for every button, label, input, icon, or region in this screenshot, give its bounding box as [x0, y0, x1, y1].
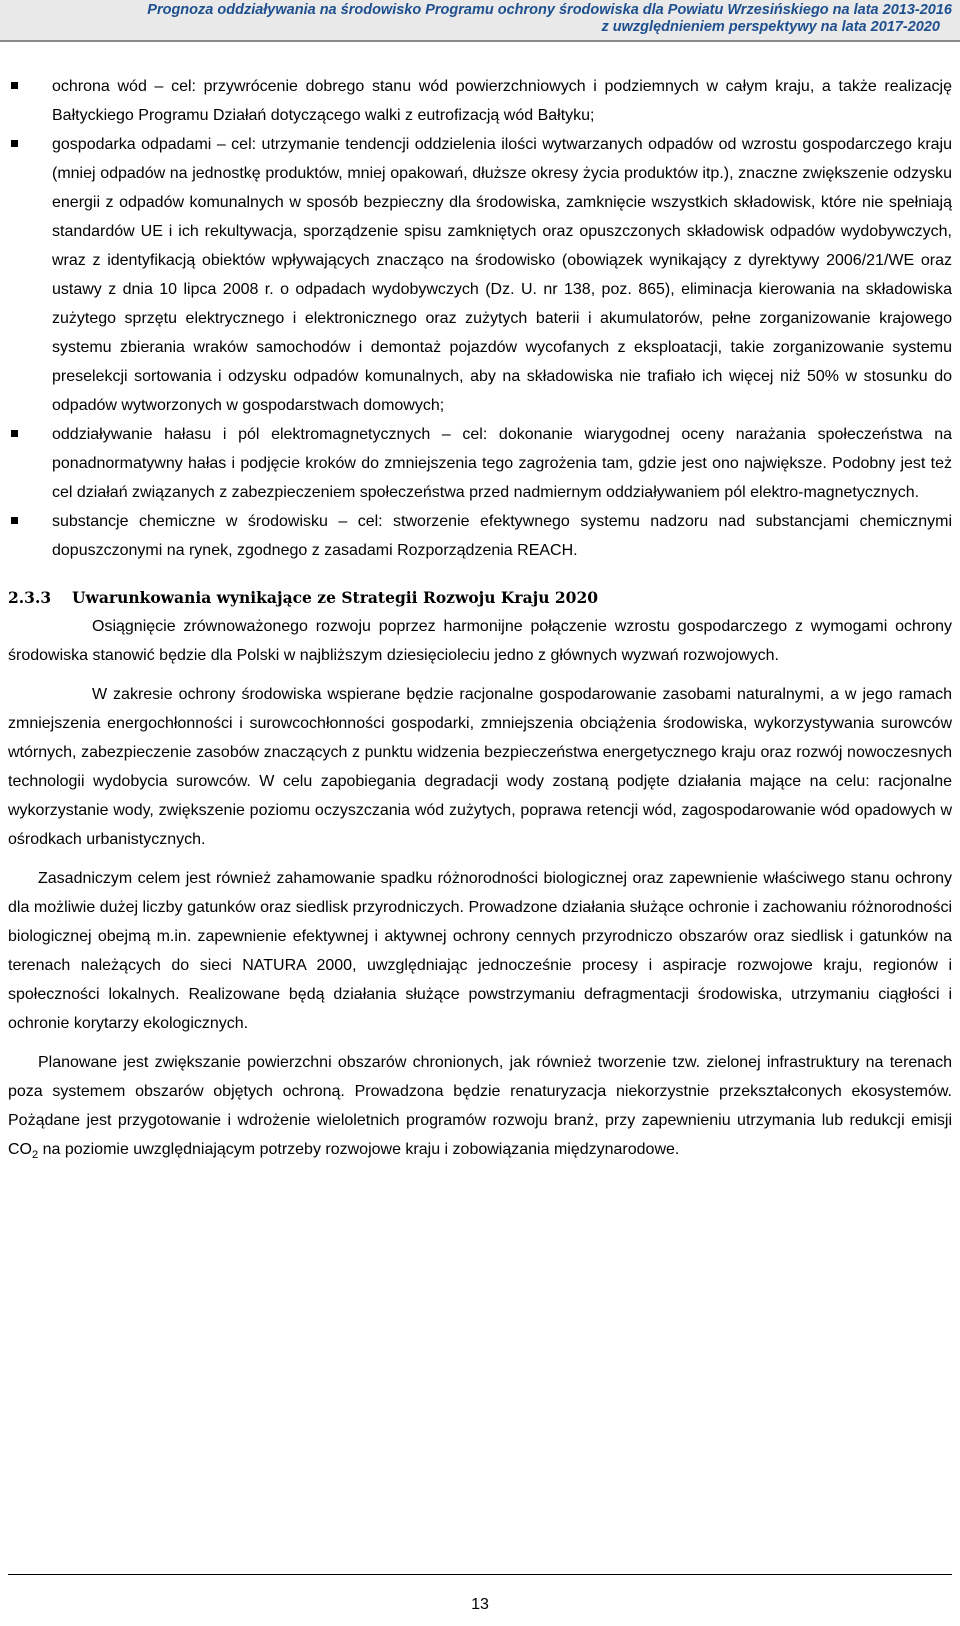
list-item-text: substancje chemiczne w środowisku – cel: stworzenie efektywnego systemu nadzoru nad substancjami chemicznymi dopuszczonymi na rynek, zgodnego z zasadami Rozporządzenia REACH.: [52, 513, 952, 559]
paragraph: [8, 1048, 952, 1164]
paragraph: Osiągnięcie zrównoważonego rozwoju poprzez harmonijne połączenie wzrostu gospodarczego z wymogami ochrony środowiska stanowić będzie dla Polski w najbliższym dziesięcioleciu jedno z głównych wyzwań rozwojowych.: [8, 618, 952, 664]
section-heading: [8, 583, 952, 612]
footer-divider: [8, 1574, 952, 1575]
paragraph-text: Planowane jest zwiększanie powierzchni obszarów chronionych, jak również tworzenie tzw. zielonej infrastruktury na terenach poza systemem obszarów objętych ochroną. Prowadzona będzie renaturyzacja niekorzystnie przekształconych ekosystemów. Pożądane jest przygotowanie i wdrożenie wieloletnich programów rozwoju branż, przy zapewnieniu utrzymania lub redukcji emisji CO: [8, 1054, 952, 1158]
list-item: [8, 130, 952, 420]
running-header: [0, 0, 960, 42]
list-item: [8, 72, 952, 130]
paragraph: W zakresie ochrony środowiska wspierane będzie racjonalne gospodarowanie zasobami naturalnymi, a w jego ramach zmniejszenia energochłonności i surowcochłonności gospodarki, zmniejszenia obciążenia środowiska, wykorzystywania surowców wtórnych, zabezpieczenie zasobów znaczących z punktu widzenia bezpieczeństwa energetycznego kraju oraz rozwój nowoczesnych technologii wydobycia surowców. W celu zapobiegania degradacji wody zostaną podjęte działania mające na celu: racjonalne wykorzystanie wody, zwiększenie poziomu oczyszczania wód zużytych, poprawa retencji wód, zagospodarowanie wód opadowych w ośrodkach urbanistycznych.: [8, 686, 952, 848]
paragraph: Zasadniczym celem jest również zahamowanie spadku różnorodności biologicznej oraz zapewnienie właściwego stanu ochrony dla możliwie dużej liczby gatunków oraz siedlisk przyrodniczych. Prowadzone działania służące ochronie i zachowaniu różnorodności biologicznej obejmą m.in. zapewnienie efektywnej i aktywnej ochrony cennych przyrodniczo obszarów oraz siedlisk i gatunków na terenach należących do sieci NATURA 2000, uwzględniając jednocześnie procesy i aspiracje rozwojowe kraju, regionów i społeczności lokalnych. Realizowane będą działania służące powstrzymaniu defragmentacji środowiska, utrzymaniu ciągłości i ochronie korytarzy ekologicznych.: [8, 870, 952, 1032]
list-item: [8, 507, 952, 565]
list-item-text: ochrona wód – cel: przywrócenie dobrego stanu wód powierzchniowych i podziemnych w całym kraju, a także realizację Bałtyckiego Programu Działań dotyczącego walki z eutrofizacją wód Bałtyku;: [52, 78, 952, 124]
bullet-list: [8, 72, 952, 565]
square-bullet-icon: [11, 430, 18, 437]
body-text: [8, 72, 952, 1164]
list-item: [8, 420, 952, 507]
section-title: Uwarunkowania wynikające ze Strategii Rozwoju Kraju 2020: [72, 588, 599, 607]
page-number: 13: [471, 1596, 489, 1613]
square-bullet-icon: [11, 82, 18, 89]
header-line-1: Prognoza oddziaływania na środowisko Programu ochrony środowiska dla Powiatu Wrzesińskiego na lata 2013-2016: [147, 2, 952, 18]
square-bullet-icon: [11, 140, 18, 147]
list-item-text: gospodarka odpadami – cel: utrzymanie tendencji oddzielenia ilości wytwarzanych odpadów od wzrostu gospodarczego kraju (mniej odpadów na jednostkę produktów, mniej opakowań, dłuższe okresy życia produktów itp.), znaczne zwiększenie odzysku energii z odpadów komunalnych w sposób bezpieczny dla środowiska, zamknięcie wszystkich składowisk, które nie spełniają standardów UE i ich rekultywacja, sporządzenie spisu zamkniętych oraz opuszczonych składowisk odpadów wydobywczych, wraz z identyfikacją obiektów wpływających znacząco na środowisko (obowiązek wynikający z dyrektywy 2006/21/WE oraz ustawy z dnia 10 lipca 2008 r. o odpadach wydobywczych (Dz. U. nr 138, poz. 865), eliminacja kierowania na składowiska zużytego sprzętu elektrycznego i elektronicznego oraz zużytych baterii i akumulatorów, pełne zorganizowanie krajowego systemu zbierania wraków samochodów i demontaż pojazdów wycofanych z eksploatacji, takie zorganizowanie systemu preselekcji sortowania i odzysku odpadów komunalnych, aby na składowiska nie trafiało ich więcej niż 50% w stosunku do odpadów wytworzonych w gospodarstwach domowych;: [52, 136, 952, 414]
square-bullet-icon: [11, 517, 18, 524]
list-item-text: oddziaływanie hałasu i pól elektromagnetycznych – cel: dokonanie wiarygodnej oceny narażania społeczeństwa na ponadnormatywny hałas i podjęcie kroków do zmniejszenia tego zagrożenia tam, gdzie jest ono największe. Podobny jest też cel działań związanych z zabezpieczeniem społeczeństwa przed nadmiernym oddziaływaniem pól elektro-magnetycznych.: [52, 426, 952, 501]
paragraph-text: na poziomie uwzględniającym potrzeby rozwojowe kraju i zobowiązania międzynarodowe.: [38, 1141, 680, 1158]
subscript: 2: [32, 1149, 39, 1162]
section-number: 2.3.3: [8, 588, 52, 607]
header-line-2: z uwzględnieniem perspektywy na lata 2017-2020: [601, 19, 940, 35]
